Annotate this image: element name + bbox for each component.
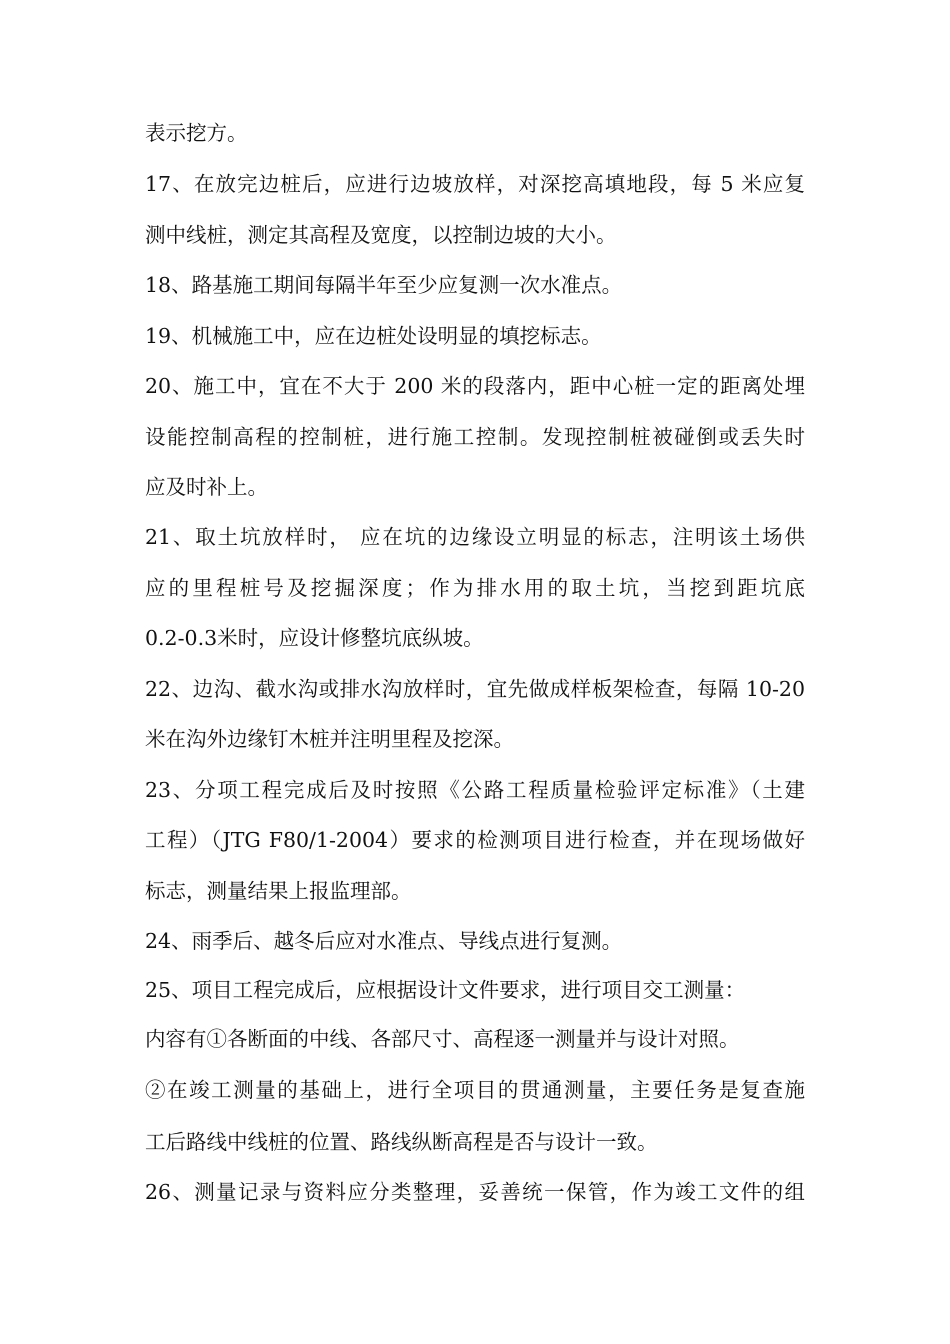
text-line: 标志，测量结果上报监理部。: [145, 879, 412, 903]
text-line: 0.2-0.3米时，应设计修整坑底纵坡。: [145, 626, 484, 650]
text-line: 设能控制高程的控制桩，进行施工控制。发现控制桩被碰倒或丢失时: [145, 425, 805, 449]
text-line: 表示挖方。: [145, 121, 248, 145]
text-line: 19、机械施工中，应在边桩处设明显的填挖标志。: [145, 324, 602, 348]
text-line: 22、边沟、截水沟或排水沟放样时，宜先做成样板架检查，每隔 10-20: [145, 677, 805, 701]
text-line: 内容有①各断面的中线、各部尺寸、高程逐一测量并与设计对照。: [145, 1027, 740, 1051]
text-line: ②在竣工测量的基础上，进行全项目的贯通测量，主要任务是复查施: [145, 1078, 805, 1102]
text-line: 23、分项工程完成后及时按照《公路工程质量检验评定标准》（土建: [145, 778, 805, 802]
text-line: 测中线桩，测定其高程及宽度，以控制边坡的大小。: [145, 223, 617, 247]
text-line: 工后路线中线桩的位置、路线纵断高程是否与设计一致。: [145, 1130, 658, 1154]
text-line: 米在沟外边缘钉木桩并注明里程及挖深。: [145, 727, 514, 751]
text-line: 应的里程桩号及挖掘深度；作为排水用的取土坑，当挖到距坑底: [145, 576, 805, 600]
text-line: 26、测量记录与资料应分类整理，妥善统一保管，作为竣工文件的组: [145, 1180, 805, 1204]
text-line: 24、雨季后、越冬后应对水准点、导线点进行复测。: [145, 929, 623, 953]
text-line: 25、项目工程完成后，应根据设计文件要求，进行项目交工测量：: [145, 978, 746, 1002]
text-line: 21、取土坑放样时， 应在坑的边缘设立明显的标志，注明该土场供: [145, 525, 805, 549]
text-line: 18、路基施工期间每隔半年至少应复测一次水准点。: [145, 273, 623, 297]
text-line: 应及时补上。: [145, 475, 268, 499]
text-line: 20、施工中，宜在不大于 200 米的段落内，距中心桩一定的距离处埋: [145, 374, 805, 398]
text-line: 17、在放完边桩后，应进行边坡放样，对深挖高填地段，每 5 米应复: [145, 172, 805, 196]
text-line: 工程）（JTG F80/1-2004）要求的检测项目进行检查，并在现场做好: [145, 828, 805, 852]
